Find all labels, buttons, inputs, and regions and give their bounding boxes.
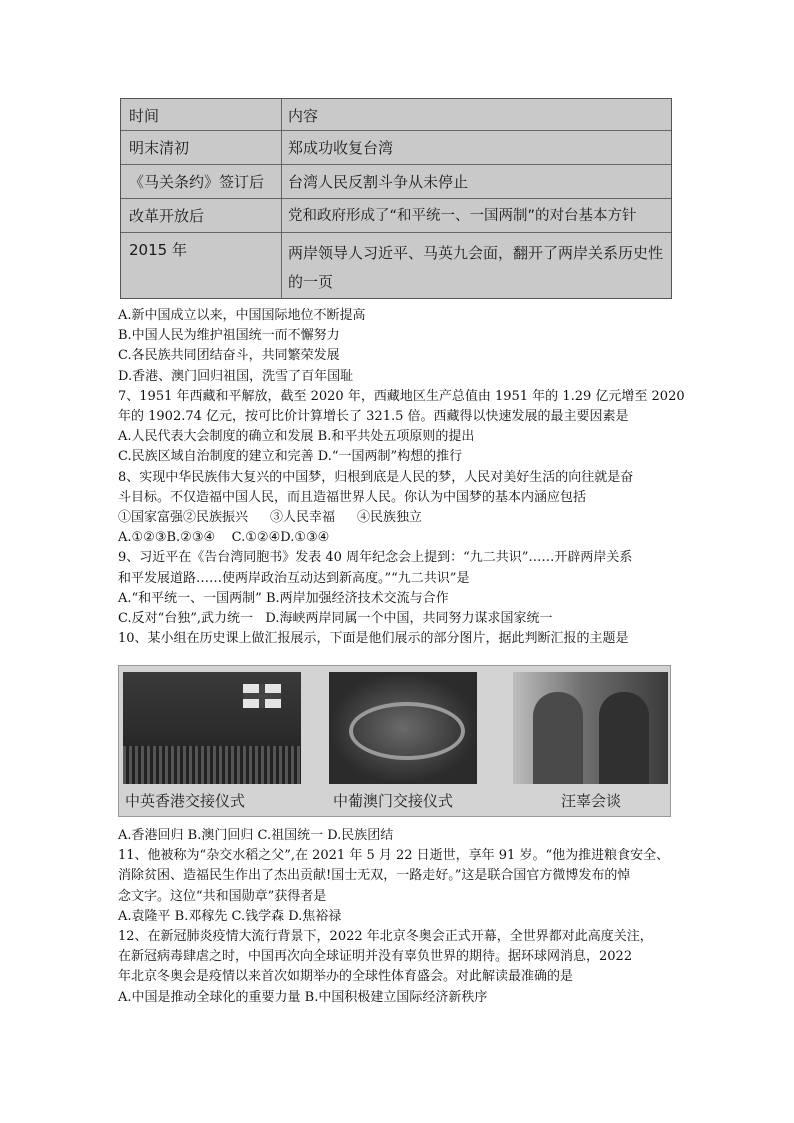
q10-photo-strip [118,665,671,817]
table-cell-content: 台湾人民反割斗争从未停止 [288,173,469,191]
q12-stem-line3: 年北京冬奥会是疫情以来首次如期举办的全球性体育盛会。对此解读最准确的是 [118,969,574,985]
q6-option-d: D.香港、澳门回归祖国，洗雪了百年国耻 [118,368,354,384]
q7-options-ab: A.人民代表大会制度的确立和发展 B.和平共处五项原则的提出 [118,429,475,445]
q8-stem-line2: 斗目标。不仅造福中国人民，而且造福世界人民。你认为中国梦的基本内涵应包括 [118,489,587,505]
q11-options: A.袁隆平 B.邓稼先 C.钱学森 D.焦裕禄 [118,908,342,924]
q11-stem-line3: 念文字。这位“共和国勋章”获得者是 [118,888,327,904]
hall-ring-shape [349,702,465,760]
q9-stem-line2: 和平发展道路……使两岸政治互动达到新高度。”“九二共识”是 [118,570,470,586]
table-header-row [121,99,671,131]
macau-handover-photo [329,672,477,784]
flag-icon [243,684,281,708]
q8-item-group-a: ①国家富强②民族振兴 [118,510,249,526]
q7-options-cd: C.民族区域自治制度的建立和完善 D.“一国两制”构想的推行 [118,449,463,465]
wang-koo-talks-photo [513,672,668,784]
table-cell-time: 改革开放后 [121,199,282,232]
q11-stem-line2: 消除贫困、造福民生作出了杰出贡献!国士无双，一路走好。”这是联合国官方微博发布的悼 [118,868,631,884]
q11-stem-line1: 11、他被称为“杂交水稻之父”,在 2021 年 5 月 22 日逝世，享年 91 岁。“他为推进粮食安全、 [118,848,670,864]
q10-stem: 10、某小组在历史课上做汇报展示，下面是他们展示的部分图片，据此判断汇报的主题是 [118,631,629,647]
table-cell-time: 2015 年 [121,233,282,299]
table-row [121,165,671,199]
table-header-content: 内容 [288,107,319,125]
q9-stem-line1: 9、习近平在《告台湾同胞书》发表 40 周年纪念会上提到：“九二共识”……开辟两岸关系 [118,550,633,566]
table-cell-time: 《马关条约》签订后 [121,165,282,198]
photo-caption: 汪辜会谈 [561,792,622,810]
q8-item-group-c: ④民族独立 [357,510,423,526]
hong-kong-handover-photo [123,672,301,784]
table-cell-content: 郑成功收复台湾 [288,139,394,157]
person-shape [599,692,649,784]
table-row [121,131,671,165]
crowd-shape [123,746,301,784]
table-cell-time: 明末清初 [121,131,282,164]
q6-option-a: A.新中国成立以来，中国国际地位不断提高 [118,308,366,323]
q10-options: A.香港回归 B.澳门回归 C.祖国统一 D.民族团结 [118,828,394,843]
q9-options-ab: A.“和平统一、一国两制” B.两岸加强经济技术交流与合作 [118,590,449,606]
question-text-block-lower [118,826,678,1008]
table-cell-content: 党和政府形成了“和平统一、一国两制”的对台基本方针 [288,208,637,224]
photo-caption: 中英香港交接仪式 [125,792,246,810]
q8-items [118,508,678,528]
table-row [121,199,671,233]
person-shape [533,692,583,784]
q9-options-cd: C.反对“台独”,武力统一 D.海峡两岸同属一个中国，共同努力谋求国家统一 [118,611,553,627]
q12-stem-line2: 在新冠病毒肆虐之时，中国再次向全球证明并没有辜负世界的期待。据环球网消息，2022 [118,949,633,965]
q6-option-b: B.中国人民为维护祖国统一而不懈努力 [118,328,340,344]
table-cell-content: 两岸领导人习近平、马英九会面，翻开了两岸关系历史性的一页 [288,244,664,291]
table-row [121,233,671,299]
photo-caption: 中葡澳门交接仪式 [333,792,454,810]
question-text-block [118,306,685,649]
q8-item-group-b: ③人民幸福 [270,510,336,526]
history-table-image [120,98,672,299]
q7-stem-line1: 7、1951 年西藏和平解放，截至 2020 年，西藏地区生产总值由 1951 年的 1.29 亿元增至 2020 [118,388,685,404]
q8-stem-line1: 8、实现中华民族伟大复兴的中国梦，归根到底是人民的梦，人民对美好生活的向往就是奋 [118,469,634,485]
q6-option-c: C.各民族共同团结奋斗，共同繁荣发展 [118,348,340,364]
table-header-time: 时间 [121,99,282,130]
q12-stem-line1: 12、在新冠肺炎疫情大流行背景下，2022 年北京冬奥会正式开幕，全世界都对此高度关注， [118,929,653,945]
q7-stem-line2: 年的 1902.74 亿元，按可比价计算增长了 321.5 倍。西藏得以快速发展的最主要因素是 [118,409,629,425]
q8-options: A.①②③B.②③④ C.①②④D.①③④ [118,530,330,546]
q12-options: A.中国是推动全球化的重要力量 B.中国积极建立国际经济新秩序 [118,989,488,1005]
